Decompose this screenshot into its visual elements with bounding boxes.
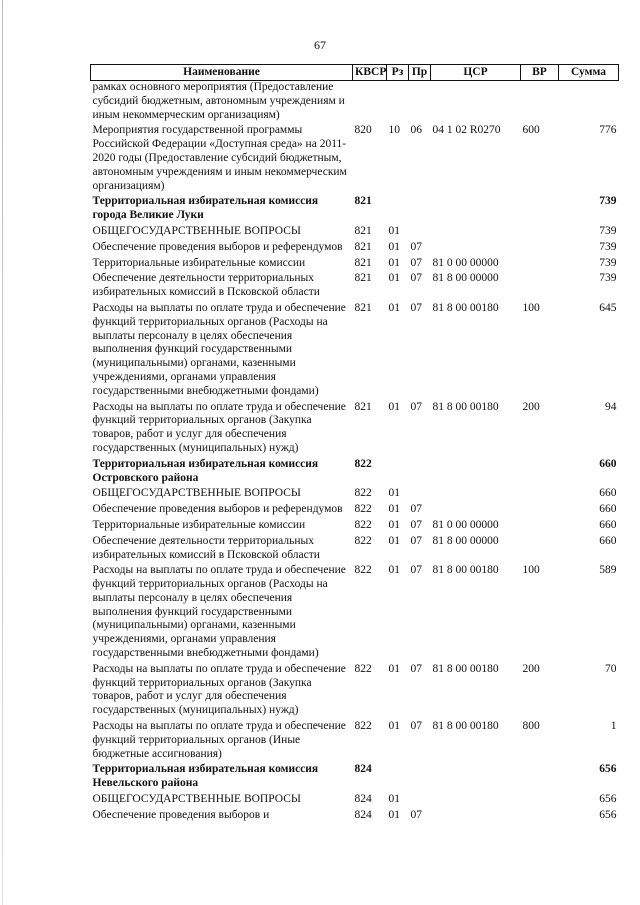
table-row [91, 517, 619, 533]
cell-csr [431, 81, 521, 123]
table-row [91, 122, 619, 193]
cell-kvsr: 821 [354, 195, 372, 208]
cell-vr: 200 [522, 662, 540, 675]
cell-kvsr [353, 81, 387, 123]
table-row [91, 300, 619, 399]
table-row [91, 239, 619, 255]
cell-rz: 01 [388, 256, 400, 269]
cell-vr: 200 [522, 400, 540, 413]
cell-rz: 01 [388, 793, 400, 806]
cell-pr: 07 [410, 272, 422, 285]
cell-vr [521, 533, 559, 563]
cell-kvsr: 821 [354, 240, 372, 253]
cell-kvsr: 821 [354, 224, 372, 237]
header-sum: Сумма [559, 65, 619, 81]
cell-vr [521, 791, 559, 807]
cell-rz: 10 [388, 124, 400, 137]
cell-sum: 589 [599, 564, 617, 577]
page-edge-line [2, 0, 3, 905]
cell-sum: 739 [599, 224, 617, 237]
table-row [91, 501, 619, 517]
cell-kvsr: 822 [354, 487, 372, 500]
cell-rz: 01 [388, 518, 400, 531]
cell-csr: 81 8 00 00180 [432, 301, 499, 314]
cell-name: Обеспечение проведения выборов и [92, 808, 270, 821]
cell-kvsr: 822 [354, 662, 372, 675]
cell-name: Обеспечение проведения выборов и референдумов [92, 503, 343, 516]
cell-kvsr: 822 [354, 518, 372, 531]
cell-sum: 660 [599, 457, 617, 470]
cell-rz: 01 [388, 720, 400, 733]
cell-kvsr: 820 [354, 124, 372, 137]
table-row [91, 718, 619, 761]
cell-vr [521, 81, 559, 123]
cell-vr [521, 501, 559, 517]
cell-pr: 07 [410, 240, 422, 253]
cell-pr: 07 [410, 301, 422, 314]
cell-csr [431, 807, 521, 823]
cell-pr [409, 81, 431, 123]
cell-kvsr: 822 [354, 564, 372, 577]
cell-pr [409, 223, 431, 239]
cell-pr: 07 [410, 564, 422, 577]
cell-vr [521, 193, 559, 223]
cell-csr [431, 456, 521, 486]
cell-sum: 660 [599, 518, 617, 531]
cell-sum: 660 [599, 503, 617, 516]
table-row-section [91, 761, 619, 791]
cell-rz: 01 [388, 503, 400, 516]
table-row [91, 533, 619, 563]
cell-pr: 07 [410, 256, 422, 269]
page-number: 67 [314, 38, 326, 52]
cell-name: Расходы на выплаты по оплате труда и обеспечение функций территориальных органов (Расходы на выплаты персоналу в целях обеспечения выполнения функций государственными (муниципальными) органами, казенными учреждениями, органами управления государственными внебюджетными фондами) [92, 301, 346, 397]
cell-name: Обеспечение деятельности территориальных избирательных комиссий в Псковской области [92, 272, 320, 299]
cell-csr: 81 8 00 00180 [432, 564, 499, 577]
cell-sum: 656 [599, 763, 617, 776]
cell-vr: 100 [522, 301, 540, 314]
cell-vr [521, 807, 559, 823]
budget-table [90, 64, 619, 823]
header-name: Наименование [91, 65, 353, 81]
cell-pr [409, 456, 431, 486]
cell-vr [521, 761, 559, 791]
cell-name: Территориальные избирательные комиссии [92, 518, 306, 531]
cell-kvsr: 824 [354, 763, 372, 776]
cell-sum: 656 [599, 808, 617, 821]
cell-rz [387, 193, 409, 223]
table-row [91, 562, 619, 661]
cell-sum: 70 [605, 662, 617, 675]
table-row [91, 255, 619, 271]
cell-pr: 07 [410, 720, 422, 733]
cell-kvsr: 822 [354, 503, 372, 516]
cell-name: Расходы на выплаты по оплате труда и обеспечение функций территориальных органов (Закупка товаров, работ и услуг для обеспечения государственных (муниципальных) нужд) [92, 400, 346, 454]
cell-csr: 81 8 00 00000 [432, 272, 499, 285]
table-row [91, 399, 619, 456]
cell-csr: 81 8 00 00000 [432, 534, 499, 547]
cell-csr [431, 239, 521, 255]
cell-rz: 01 [388, 564, 400, 577]
cell-name: Территориальная избирательная комиссия Островского района [92, 457, 319, 484]
cell-kvsr: 821 [354, 400, 372, 413]
cell-pr: 07 [410, 400, 422, 413]
cell-name: Расходы на выплаты по оплате труда и обеспечение функций территориальных органов (Иные бюджетные ассигнования) [92, 720, 346, 760]
cell-name: Мероприятия государственной программы Российской Федерации «Доступная среда» на 2011-2020 годы (Предоставление субсидий бюджетным, автономным учреждениям и иным некоммерческим организациям) [92, 124, 347, 192]
cell-vr [521, 456, 559, 486]
cell-vr: 100 [522, 564, 540, 577]
cell-csr: 04 1 02 R0270 [432, 124, 501, 137]
table-row-section [91, 456, 619, 486]
table-row [91, 661, 619, 718]
table-row [91, 81, 619, 123]
cell-sum: 660 [599, 487, 617, 500]
cell-sum [559, 81, 619, 123]
header-kvsr: КВСР [353, 65, 387, 81]
cell-pr: 07 [410, 503, 422, 516]
cell-csr: 81 8 00 00180 [432, 662, 499, 675]
cell-sum: 739 [599, 272, 617, 285]
cell-sum: 660 [599, 534, 617, 547]
cell-kvsr: 821 [354, 301, 372, 314]
cell-vr [521, 517, 559, 533]
cell-name: Расходы на выплаты по оплате труда и обеспечение функций территориальных органов (Расходы на выплаты персоналу в целях обеспечения выполнения функций государственными (муниципальными) органами, казенными учреждениями, органами управления государственными внебюджетными фондами) [92, 564, 346, 660]
cell-vr [521, 239, 559, 255]
cell-vr: 800 [522, 720, 540, 733]
cell-sum: 645 [599, 301, 617, 314]
cell-rz: 01 [388, 400, 400, 413]
cell-name: ОБЩЕГОСУДАРСТВЕННЫЕ ВОПРОСЫ [92, 793, 301, 806]
cell-vr [521, 223, 559, 239]
cell-kvsr: 824 [354, 793, 372, 806]
cell-sum: 739 [599, 256, 617, 269]
cell-rz: 01 [388, 662, 400, 675]
cell-pr: 07 [410, 808, 422, 821]
cell-csr [431, 485, 521, 501]
cell-pr: 07 [410, 518, 422, 531]
cell-rz: 01 [388, 240, 400, 253]
cell-pr: 07 [410, 662, 422, 675]
cell-pr [409, 485, 431, 501]
cell-csr [431, 193, 521, 223]
table-header [91, 65, 619, 81]
cell-kvsr: 822 [354, 720, 372, 733]
cell-rz [387, 456, 409, 486]
cell-name: ОБЩЕГОСУДАРСТВЕННЫЕ ВОПРОСЫ [92, 487, 301, 500]
cell-rz: 01 [388, 808, 400, 821]
cell-pr: 07 [410, 534, 422, 547]
cell-rz [387, 81, 409, 123]
cell-rz [387, 761, 409, 791]
cell-csr [431, 761, 521, 791]
cell-csr: 81 8 00 00180 [432, 400, 499, 413]
cell-sum: 739 [599, 240, 617, 253]
cell-sum: 656 [599, 793, 617, 806]
cell-rz: 01 [388, 272, 400, 285]
cell-vr [521, 270, 559, 300]
cell-sum: 776 [599, 124, 617, 137]
cell-name: Расходы на выплаты по оплате труда и обеспечение функций территориальных органов (Закупка товаров, работ и услуг для обеспечения государственных (муниципальных) нужд) [92, 662, 346, 717]
cell-vr: 600 [522, 124, 540, 137]
cell-kvsr: 822 [354, 457, 372, 470]
table-row [91, 270, 619, 300]
header-vr: ВР [521, 65, 559, 81]
cell-kvsr: 821 [354, 272, 372, 285]
cell-sum: 1 [610, 720, 617, 733]
cell-rz: 01 [388, 534, 400, 547]
table-row [91, 223, 619, 239]
cell-vr [521, 485, 559, 501]
cell-kvsr: 824 [354, 808, 372, 821]
cell-csr: 81 0 00 00000 [432, 518, 499, 531]
cell-vr [521, 255, 559, 271]
cell-pr [409, 791, 431, 807]
cell-name: Территориальная избирательная комиссия Невельского района [92, 763, 319, 790]
cell-csr: 81 0 00 00000 [432, 256, 499, 269]
cell-sum: 739 [599, 195, 617, 208]
table-body [91, 81, 619, 823]
cell-pr [409, 193, 431, 223]
cell-csr [431, 223, 521, 239]
cell-sum: 94 [605, 400, 617, 413]
cell-name: ОБЩЕГОСУДАРСТВЕННЫЕ ВОПРОСЫ [92, 224, 301, 237]
cell-name: рамках основного мероприятия (Предоставление субсидий бюджетным, автономным учреждениям и иным некоммерческим организациям) [92, 81, 345, 121]
cell-name: Обеспечение деятельности территориальных избирательных комиссий в Псковской области [92, 534, 320, 561]
table-row-section [91, 193, 619, 223]
cell-pr [409, 761, 431, 791]
cell-rz: 01 [388, 487, 400, 500]
table-row [91, 791, 619, 807]
header-pr: Пр [409, 65, 431, 81]
cell-csr [431, 501, 521, 517]
header-rz: Рз [387, 65, 409, 81]
cell-csr: 81 8 00 00180 [432, 720, 499, 733]
table-row [91, 807, 619, 823]
cell-name: Территориальная избирательная комиссия города Великие Луки [92, 195, 319, 222]
cell-rz: 01 [388, 224, 400, 237]
cell-csr [431, 791, 521, 807]
cell-pr: 06 [410, 124, 422, 137]
cell-rz: 01 [388, 301, 400, 314]
cell-kvsr: 822 [354, 534, 372, 547]
table-row [91, 485, 619, 501]
cell-kvsr: 821 [354, 256, 372, 269]
cell-name: Обеспечение проведения выборов и референдумов [92, 240, 343, 253]
cell-name: Территориальные избирательные комиссии [92, 256, 306, 269]
header-csr: ЦСР [431, 65, 521, 81]
